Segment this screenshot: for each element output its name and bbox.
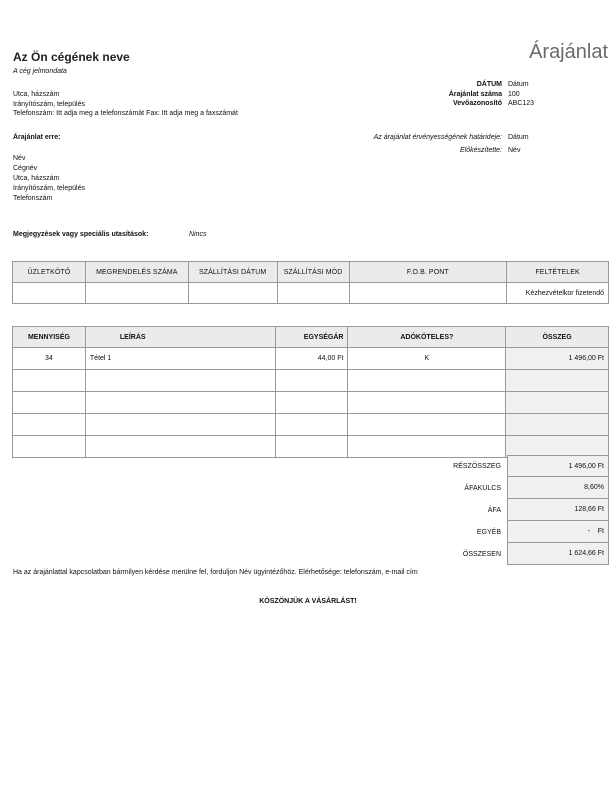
- cell-description: [85, 370, 275, 392]
- cell-unit-price: [275, 414, 348, 436]
- cell-unit-price: 44,00 Ft: [275, 348, 348, 370]
- items-table-header: [13, 327, 609, 348]
- validity-row-deadline: [308, 133, 608, 143]
- address-city: Irányítószám, település: [13, 100, 85, 108]
- table-row: [13, 370, 609, 392]
- header-order-number: MEGRENDELÉS SZÁMA: [85, 262, 188, 283]
- notes-value: Nincs: [189, 231, 207, 238]
- total-label: EGYÉB: [476, 528, 501, 536]
- total-row-tax-rate: [350, 477, 609, 499]
- quote-meta: [388, 80, 608, 109]
- header-unit-price: EGYSÉGÁR: [275, 327, 348, 348]
- total-value: 1 496,00 Ft: [507, 455, 609, 477]
- cell-description: Tétel 1: [85, 348, 275, 370]
- cell-unit-price: [275, 436, 348, 458]
- cell-terms: Kézhezvételkor fizetendő: [507, 283, 609, 304]
- meta-label: DÁTUM: [476, 81, 502, 88]
- order-info-table: [12, 261, 609, 304]
- customer-phone: Telefonszám: [13, 195, 53, 202]
- validity-block: [308, 133, 608, 155]
- total-label: RÉSZÖSSZEG: [453, 462, 501, 470]
- header-ship-date: SZÁLLÍTÁSI DÁTUM: [188, 262, 277, 283]
- totals-block: [350, 455, 609, 565]
- cell-unit-price: [275, 370, 348, 392]
- header-ship-method: SZÁLLÍTÁSI MÓD: [277, 262, 349, 283]
- total-row-other: [350, 521, 609, 543]
- cell-quantity: [13, 414, 86, 436]
- validity-label: Előkészítette:: [459, 146, 502, 154]
- meta-row-customer-id: [388, 99, 608, 109]
- address-phone-fax: Telefonszám: Itt adja meg a telefonszámát Fax: Itt adja meg a faxszámát: [13, 110, 238, 117]
- header-salesperson: ÜZLETKÖTŐ: [13, 262, 86, 283]
- cell-taxable: [348, 414, 506, 436]
- company-address: [13, 90, 238, 119]
- customer-city: Irányítószám, település: [13, 185, 85, 192]
- quote-to-label: Árajánlat erre:: [13, 134, 61, 141]
- customer-street: Utca, házszám: [13, 175, 60, 182]
- cell-taxable: [348, 392, 506, 414]
- footer-contact: Ha az árajánlattal kapcsolatban bármilyen kérdése merülne fel, forduljon Név ügyintézőhöz. Elérhetősége: telefonszám, e-mail cím: [13, 569, 418, 576]
- total-row-tax: [350, 499, 609, 521]
- customer-name: Név: [13, 155, 26, 162]
- total-value: - Ft: [507, 521, 609, 543]
- footer-thanks: KÖSZÖNJÜK A VÁSÁRLÁST!: [259, 598, 357, 605]
- order-table-row: [13, 283, 609, 304]
- cell-quantity: [13, 392, 86, 414]
- meta-row-date: [388, 80, 608, 90]
- customer-address: [13, 154, 85, 204]
- cell-unit-price: [275, 392, 348, 414]
- validity-label: Az árajánlat érvényességének határideje:: [373, 134, 502, 141]
- address-street: Utca, házszám: [13, 91, 60, 98]
- cell-order-number: [85, 283, 188, 304]
- cell-description: [85, 436, 275, 458]
- cell-amount: [506, 414, 609, 436]
- cell-fob-point: [349, 283, 507, 304]
- header-terms: FELTÉTELEK: [507, 262, 609, 283]
- header-fob-point: F.O.B. PONT: [349, 262, 507, 283]
- cell-quantity: [13, 370, 86, 392]
- header-taxable: ADÓKÖTELES?: [348, 327, 506, 348]
- notes-label: Megjegyzések vagy speciális utasítások:: [13, 231, 149, 238]
- total-label: ÖSSZESEN: [462, 550, 501, 558]
- table-row: [13, 348, 609, 370]
- total-label: ÁFAKULCS: [464, 484, 501, 492]
- header-description: LEÍRÁS: [85, 327, 275, 348]
- validity-value: Név: [508, 146, 521, 154]
- notes: [13, 231, 207, 238]
- cell-salesperson: [13, 283, 86, 304]
- customer-company: Cégnév: [13, 165, 38, 172]
- meta-value: 100: [508, 90, 520, 98]
- company-name: Az Ön cégének neve: [13, 50, 130, 64]
- table-row: [13, 392, 609, 414]
- validity-row-prepared-by: [308, 146, 608, 156]
- total-row-grand-total: [350, 543, 609, 565]
- header-quantity: MENNYISÉG: [13, 327, 86, 348]
- cell-ship-date: [188, 283, 277, 304]
- total-row-subtotal: [350, 455, 609, 477]
- cell-amount: [506, 370, 609, 392]
- total-label: ÁFA: [487, 506, 501, 514]
- cell-description: [85, 414, 275, 436]
- cell-taxable: K: [348, 348, 506, 370]
- meta-value: ABC123: [508, 100, 535, 107]
- cell-quantity: [13, 436, 86, 458]
- total-value: 8,60%: [507, 477, 609, 499]
- validity-value: Dátum: [508, 134, 529, 141]
- cell-description: [85, 392, 275, 414]
- cell-ship-method: [277, 283, 349, 304]
- table-row: [13, 414, 609, 436]
- header-amount: ÖSSZEG: [506, 327, 609, 348]
- cell-amount: 1 496,00 Ft: [506, 348, 609, 370]
- order-table-header: [13, 262, 609, 283]
- document-title: Árajánlat: [529, 41, 608, 63]
- cell-quantity: 34: [13, 348, 86, 370]
- cell-amount: [506, 392, 609, 414]
- meta-value: Dátum: [508, 81, 529, 88]
- meta-label: Árajánlat száma: [448, 90, 502, 98]
- total-value: 128,66 Ft: [507, 499, 609, 521]
- items-table: [12, 326, 609, 458]
- company-slogan: A cég jelmondata: [13, 68, 67, 75]
- meta-label: Vevőazonosító: [452, 100, 502, 107]
- total-value: 1 624,66 Ft: [507, 543, 609, 565]
- meta-row-quote-number: [388, 90, 608, 100]
- cell-taxable: [348, 370, 506, 392]
